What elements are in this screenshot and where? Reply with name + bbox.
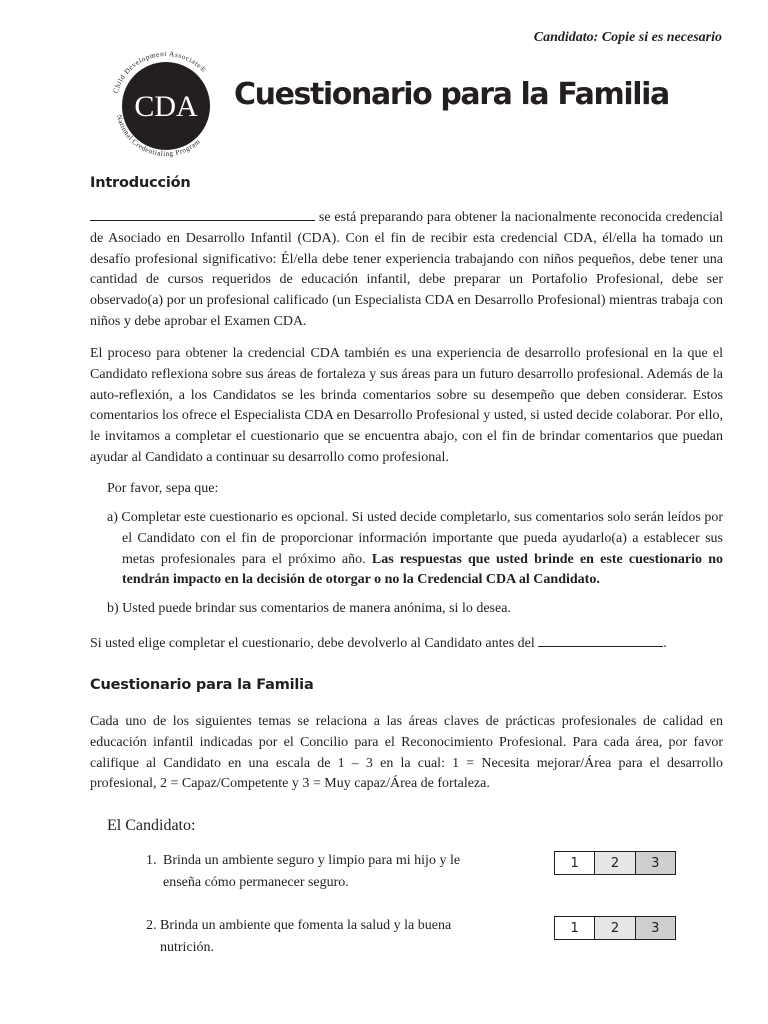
intro-heading: Introducción xyxy=(90,175,191,191)
item-a xyxy=(107,508,723,591)
please-note: Por favor, sepa que: xyxy=(107,481,219,496)
question-1-rating xyxy=(554,851,676,875)
copy-note: Candidato: Copie si es necesario xyxy=(533,30,722,45)
return-date-blank[interactable] xyxy=(538,634,663,647)
candidate-subject: El Candidato: xyxy=(107,817,196,834)
rating-option-1[interactable]: 1 xyxy=(555,917,594,939)
cda-logo xyxy=(108,48,224,164)
question-1-number: 1. xyxy=(146,853,157,868)
item-b: b) Usted puede brindar sus comentarios de manera anónima, si lo desea. xyxy=(107,601,511,616)
question-2-line-1: Brinda un ambiente que fomenta la salud y la buena xyxy=(160,918,452,933)
intro-paragraph-1 xyxy=(90,208,723,333)
question-1-line-2: enseña cómo permanecer seguro. xyxy=(163,875,349,890)
page-title: Cuestionario para la Familia xyxy=(234,77,669,112)
candidate-name-blank[interactable] xyxy=(90,208,315,221)
logo-acronym: CDA xyxy=(134,90,198,123)
rating-option-2[interactable]: 2 xyxy=(594,917,634,939)
intro-paragraph-2: El proceso para obtener la credencial CDA también es una experiencia de desarrollo profesional en la que el Candidato reflexiona sobre sus áreas de fortaleza y sus áreas para un futuro desarrollo profesional. Además de la auto-reflexión, a los Candidatos se les brinda comentarios sobre su desempeño que deben considerar. Estos comentarios los ofrece el Especialista CDA en Desarrollo Profesional y usted, si usted decide colaborar. Por ello, le invitamos a completar el cuestionario que se encuentra abajo, con el fin de brindar comentarios que puedan ayudar al Candidato a continuar su desarrollo como profesional. xyxy=(90,346,723,465)
intro-paragraph-1-text: se está preparando para obtener la nacionalmente reconocida credencial de Asociado en Desarrollo Infantil (CDA). Con el fin de recibir esta credencial CDA, él/ella ha tomado un desafío profesional significativo: Él/ella debe tener experiencia trabajando con niños pequeños, debe tener una cantidad de cursos requeridos de educación infantil, debe preparar un Portafolio Profesional, debe ser observado(a) por un profesional calificado (un Especialista CDA en Desarrollo Profesional) mientras trabaja con niños y debe aprobar el Examen CDA. xyxy=(90,210,723,329)
question-1-line-1: Brinda un ambiente seguro y limpio para mi hijo y le xyxy=(163,853,461,868)
return-period: . xyxy=(663,636,667,651)
logo-arc-bottom: National Credentialing Program xyxy=(114,113,203,159)
logo-arc-top: Child Development Associate® xyxy=(111,49,208,95)
rating-option-3[interactable]: 3 xyxy=(635,917,675,939)
questionnaire-description: Cada uno de los siguientes temas se relaciona a las áreas claves de prácticas profesionales de calidad en educación infantil indicadas por el Concilio para el Reconocimiento Profesional. Para cada área, por favor califique al Candidato en una escala de 1 – 3 en la cual: 1 = Necesita mejorar/Área para el desarrollo profesional, 2 = Capaz/Competente y 3 = Muy capaz/Área de fortaleza. xyxy=(90,714,723,792)
return-text: Si usted elige completar el cuestionario, debe devolverlo al Candidato antes del xyxy=(90,636,539,651)
question-2-line-2: nutrición. xyxy=(160,940,215,955)
rating-option-1[interactable]: 1 xyxy=(555,852,594,874)
rating-option-3[interactable]: 3 xyxy=(635,852,675,874)
questionnaire-heading: Cuestionario para la Familia xyxy=(90,677,314,693)
return-instruction xyxy=(90,634,667,655)
question-2-number: 2. xyxy=(146,918,157,933)
item-a-text: a) Completar este cuestionario es opcional. Si usted decide completarlo, sus comentarios solo serán leídos por el Candidato con el fin de proporcionar información importante que pueda ayudarlo(a) a establecer sus metas profesionales para el próximo año. xyxy=(107,510,723,567)
question-2-rating xyxy=(554,916,676,940)
item-a-bold: Las respuestas que usted brinde en este cuestionario no tendrán impacto en la decisión de otorgar o no la Credencial CDA al Candidato. xyxy=(122,551,723,588)
rating-option-2[interactable]: 2 xyxy=(594,852,634,874)
